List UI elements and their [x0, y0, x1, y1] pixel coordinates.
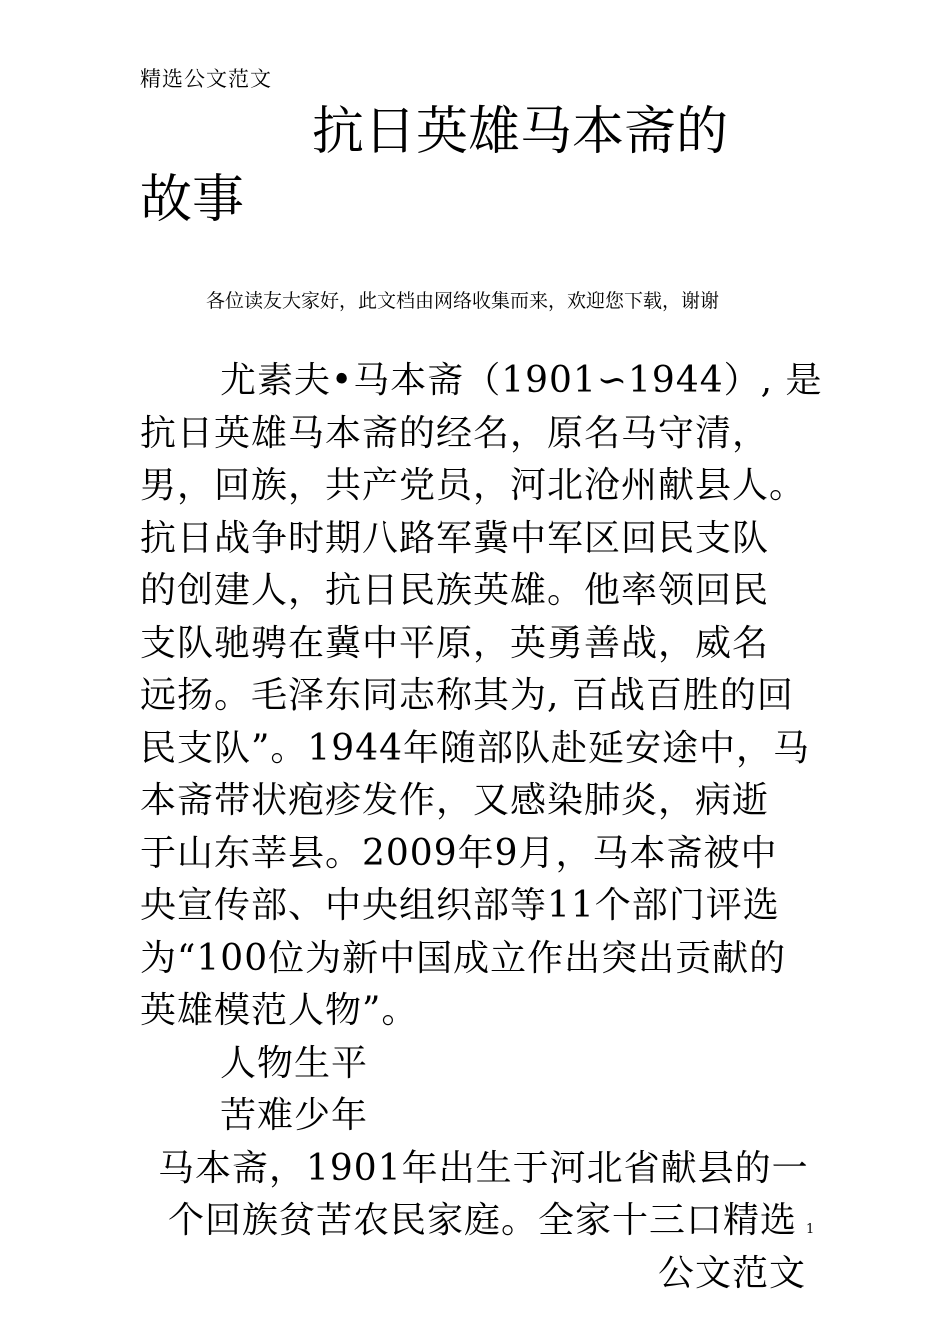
body-line: 央宣传部、中央组织部等11个部门评选 [140, 885, 780, 926]
page-number: 1 [806, 1222, 815, 1237]
body-line: 男，回族，共产党员，河北沧州献县人。 [140, 465, 807, 506]
body-line: 尤素夫•马本斋（1901∽1944）, 是 [220, 360, 823, 401]
body-text [140, 355, 840, 1300]
download-note: 各位读友大家好，此文档由网络收集而来，欢迎您下载，谢谢 [206, 290, 720, 312]
body-line: 抗日战争时期八路军冀中军区回民支队 [140, 517, 770, 559]
title-line-2: 故事 [140, 170, 245, 230]
body-line: 马本斋，1901年出生于河北省献县的一 [158, 1147, 809, 1189]
section-heading: 人物生平 [220, 1042, 369, 1084]
body-line: 于山东莘县。2009年9月，马本斋被中 [140, 832, 778, 874]
body-line: 为“100位为新中国成立作出突出贡献的 [140, 937, 787, 979]
body-line: 抗日英雄马本斋的经名，原名马守清， [140, 412, 770, 454]
body-line: 公文范文 [657, 1252, 806, 1294]
header-label: 精选公文范文 [140, 67, 272, 91]
body-line: 个回族贫苦农民家庭。全家十三口精选 [168, 1200, 798, 1241]
title-line-1: 抗日英雄马本斋的 [312, 102, 729, 162]
body-line: 英雄模范人物”。 [140, 990, 419, 1031]
document-title [140, 98, 820, 234]
body-line: 支队驰骋在冀中平原，英勇善战，威名 [140, 622, 770, 664]
body-line: 本斋带状疱疹发作，又感染肺炎，病逝 [140, 780, 770, 821]
body-line: 民支队”。1944年随部队赴延安途中，马 [140, 727, 811, 769]
subsection-heading: 苦难少年 [220, 1095, 369, 1136]
body-line: 远扬。毛泽东同志称其为, 百战百胜的回 [140, 675, 794, 716]
body-line: 的创建人，抗日民族英雄。他率领回民 [140, 570, 770, 611]
